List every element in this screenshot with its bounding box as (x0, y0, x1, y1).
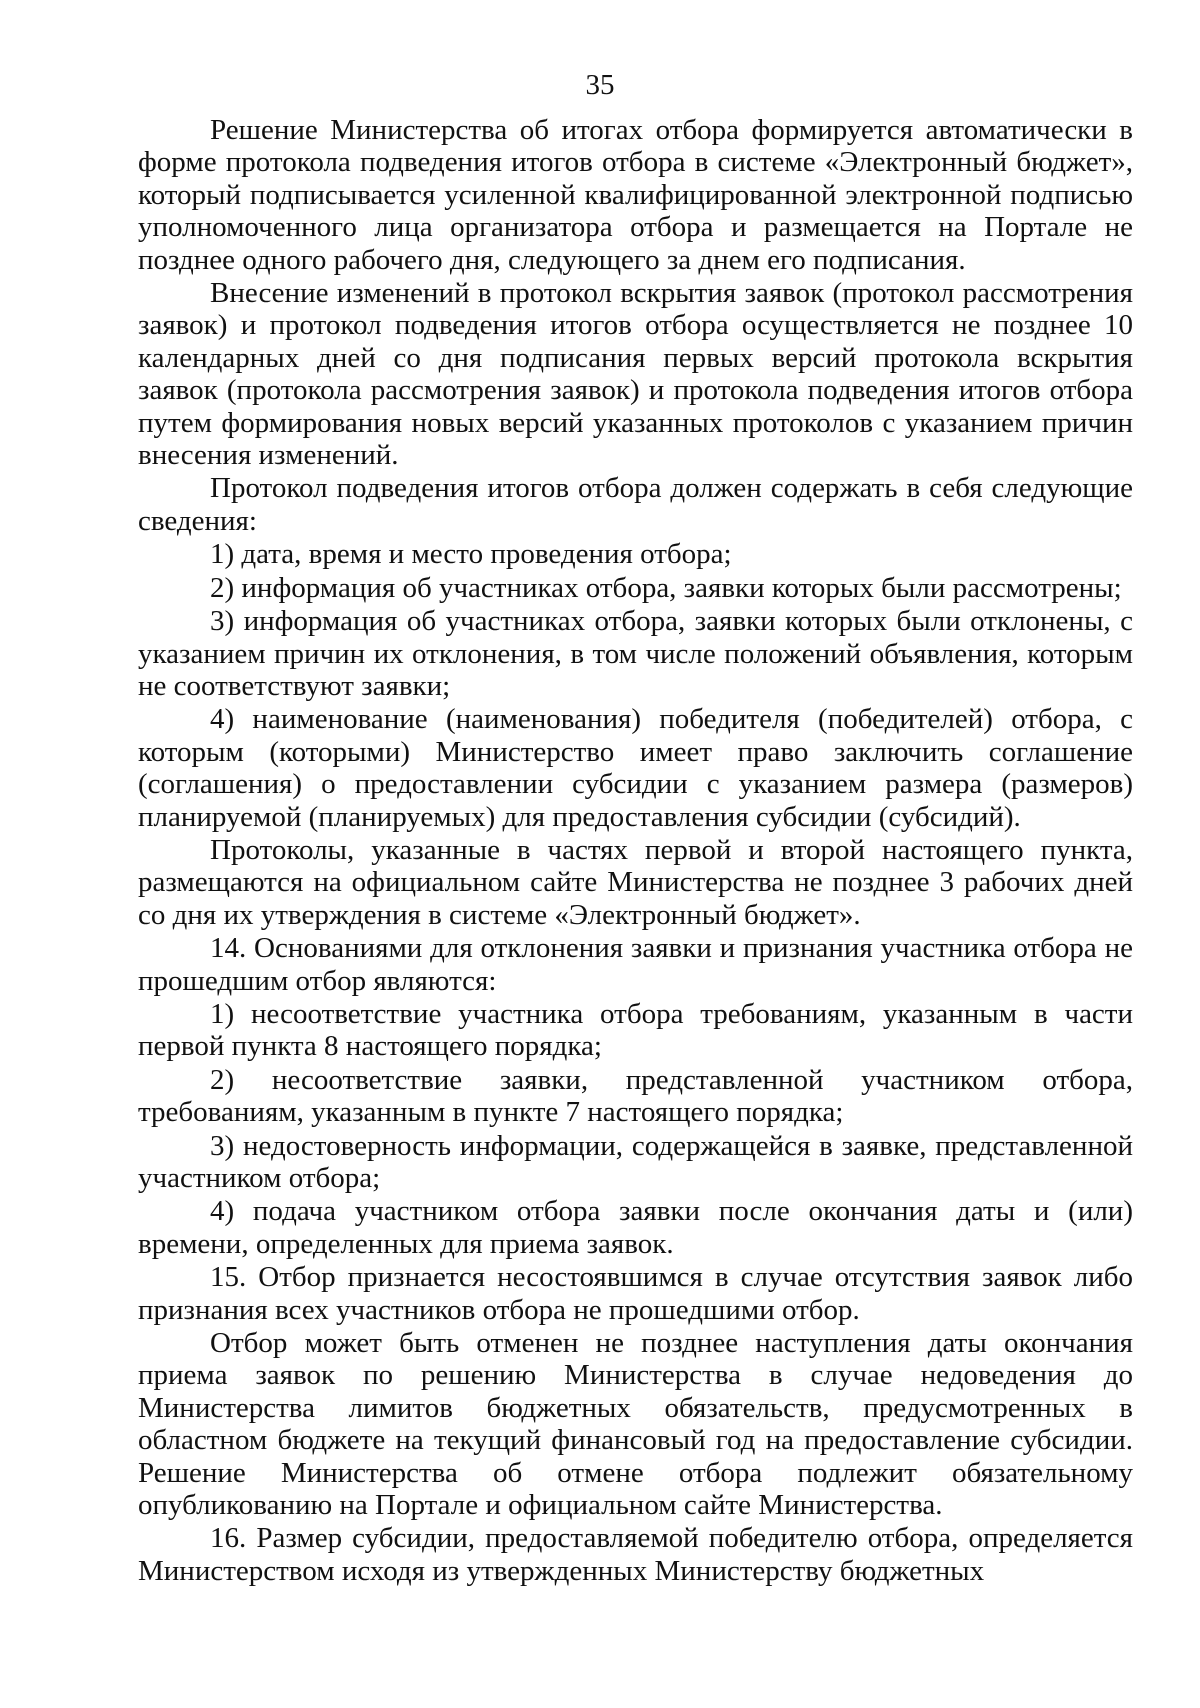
paragraph-protocol-contents: Протокол подведения итогов отбора должен содержать в себя следующие сведения: (138, 472, 1133, 537)
list-item-late-submission: 4) подача участником отбора заявки после окончания даты и (или) времени, определенных для приема заявок. (138, 1195, 1133, 1260)
list-item-date-time-place: 1) дата, время и место проведения отбора; (210, 538, 732, 571)
list-item-unreliable-information: 3) недостоверность информации, содержащейся в заявке, представленной участником отбора; (138, 1129, 1133, 1194)
section-14-rejection-grounds: 14. Основаниями для отклонения заявки и признания участника отбора не прошедшим отбор являются: (138, 932, 1133, 997)
paragraph-protocol-publication: Протоколы, указанные в частях первой и второй настоящего пункта, размещаются на официальном сайте Министерства не позднее 3 рабочих дней со дня их утверждения в системе «Электронный бюджет». (138, 833, 1133, 931)
section-16-subsidy-amount: 16. Размер субсидии, предоставляемой победителю отбора, определяется Министерством исходя из утвержденных Министерству бюджетных (138, 1522, 1133, 1587)
paragraph-selection-cancellation: Отбор может быть отменен не позднее наступления даты окончания приема заявок по решению Министерства в случае недоведения до Министерства лимитов бюджетных обязательств, предусмотренных в областном бюджете на текущий финансовый год на предоставление субсидии. Решение Министерства об отмене отбора подлежит обязательному опубликованию на Портале и официальном сайте Министерства. (138, 1327, 1133, 1522)
list-item-reviewed-applications: 2) информация об участниках отбора, заявки которых были рассмотрены; (210, 571, 1122, 604)
paragraph-decision-protocol: Решение Министерства об итогах отбора формируется автоматически в форме протокола подведения итогов отбора в системе «Электронный бюджет», который подписывается усиленной квалифицированной электронной подписью уполномоченного лица организатора отбора и размещается на Портале не позднее одного рабочего дня, следующего за днем его подписания. (138, 114, 1133, 276)
list-item-rejected-applications: 3) информация об участниках отбора, заявки которых были отклонены, с указанием причин их отклонения, в том числе положений объявления, которым не соответствуют заявки; (138, 605, 1133, 702)
list-item-winners: 4) наименование (наименования) победителя (победителей) отбора, с которым (которыми) Министерство имеет право заключить соглашение (соглашения) о предоставлении субсидии с указанием размера (размеров) планируемой (планируемых) для предоставления субсидии (субсидий). (138, 703, 1133, 833)
page-number: 35 (585, 69, 615, 101)
list-item-participant-nonconformity: 1) несоответствие участника отбора требованиям, указанным в части первой пункта 8 настоящего порядка; (138, 997, 1133, 1063)
section-15-failed-selection: 15. Отбор признается несостоявшимся в случае отсутствия заявок либо признания всех участников отбора не прошедшими отбор. (138, 1261, 1133, 1326)
paragraph-protocol-changes: Внесение изменений в протокол вскрытия заявок (протокол рассмотрения заявок) и протокол подведения итогов отбора осуществляется не позднее 10 календарных дней со дня подписания первых версий протокола вскрытия заявок (протокола рассмотрения заявок) и протокола подведения итогов отбора путем формирования новых версий указанных протоколов с указанием причин внесения изменений. (138, 277, 1133, 472)
list-item-application-nonconformity: 2) несоответствие заявки, представленной участником отбора, требованиям, указанным в пункте 7 настоящего порядка; (138, 1063, 1133, 1129)
document-body (138, 114, 1133, 1588)
